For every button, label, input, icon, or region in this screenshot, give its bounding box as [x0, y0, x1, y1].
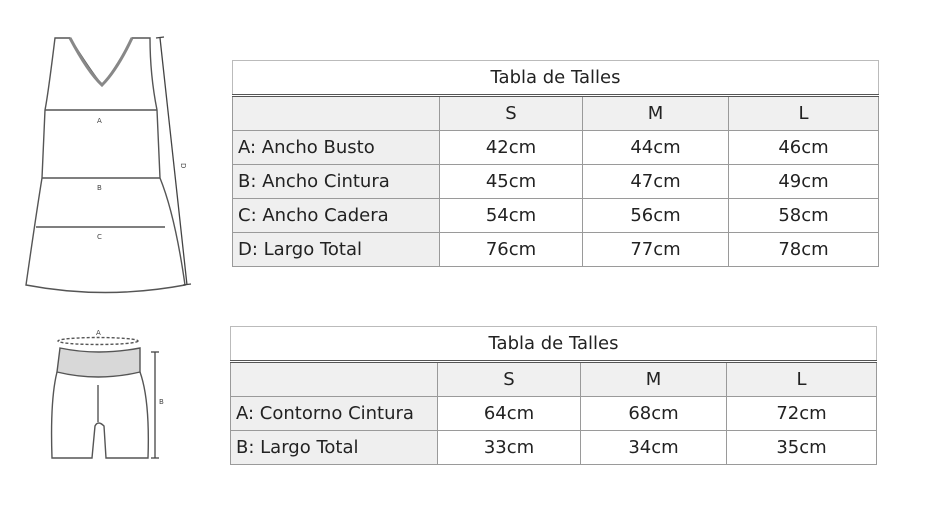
- cell-value: 35cm: [727, 431, 877, 465]
- cell-value: 46cm: [729, 131, 879, 165]
- size-table-shorts: [230, 326, 877, 465]
- shorts-label-a: A: [96, 329, 101, 337]
- dress-label-b: B: [97, 184, 102, 192]
- cell-value: 44cm: [583, 131, 729, 165]
- cell-value: 76cm: [440, 233, 583, 267]
- cell-value: 33cm: [438, 431, 581, 465]
- header-size-l: L: [729, 96, 879, 131]
- cell-value: 45cm: [440, 165, 583, 199]
- table-row: [233, 233, 879, 267]
- table-row: [233, 165, 879, 199]
- cell-value: 77cm: [583, 233, 729, 267]
- row-label: A: Contorno Cintura: [231, 397, 438, 431]
- table-title-row: [233, 61, 879, 96]
- cell-value: 54cm: [440, 199, 583, 233]
- table-row: [233, 131, 879, 165]
- table-header-row: [231, 362, 877, 397]
- dress-label-d: D: [179, 163, 187, 169]
- shorts-length-marker: [151, 352, 159, 458]
- shorts-outline: [52, 338, 149, 459]
- cell-value: 56cm: [583, 199, 729, 233]
- row-label: B: Ancho Cintura: [233, 165, 440, 199]
- table-header-row: [233, 96, 879, 131]
- cell-value: 78cm: [729, 233, 879, 267]
- cell-value: 47cm: [583, 165, 729, 199]
- header-blank-cell: [233, 96, 440, 131]
- row-label: C: Ancho Cadera: [233, 199, 440, 233]
- size-table-dress: [232, 60, 879, 267]
- header-size-m: M: [581, 362, 727, 397]
- dress-label-c: C: [97, 233, 102, 241]
- table-row: [231, 431, 877, 465]
- table-row: [231, 397, 877, 431]
- cell-value: 49cm: [729, 165, 879, 199]
- row-label: A: Ancho Busto: [233, 131, 440, 165]
- table-row: [233, 199, 879, 233]
- row-label: B: Largo Total: [231, 431, 438, 465]
- cell-value: 64cm: [438, 397, 581, 431]
- header-blank-cell: [231, 362, 438, 397]
- header-size-s: S: [438, 362, 581, 397]
- cell-value: 72cm: [727, 397, 877, 431]
- shorts-diagram: [0, 0, 200, 520]
- header-size-s: S: [440, 96, 583, 131]
- table-title: Tabla de Talles: [231, 327, 877, 362]
- cell-value: 68cm: [581, 397, 727, 431]
- table-title: Tabla de Talles: [233, 61, 879, 96]
- cell-value: 58cm: [729, 199, 879, 233]
- header-size-m: M: [583, 96, 729, 131]
- row-label: D: Largo Total: [233, 233, 440, 267]
- table-title-row: [231, 327, 877, 362]
- cell-value: 34cm: [581, 431, 727, 465]
- header-size-l: L: [727, 362, 877, 397]
- cell-value: 42cm: [440, 131, 583, 165]
- dress-label-a: A: [97, 117, 102, 125]
- shorts-label-b: B: [159, 398, 164, 406]
